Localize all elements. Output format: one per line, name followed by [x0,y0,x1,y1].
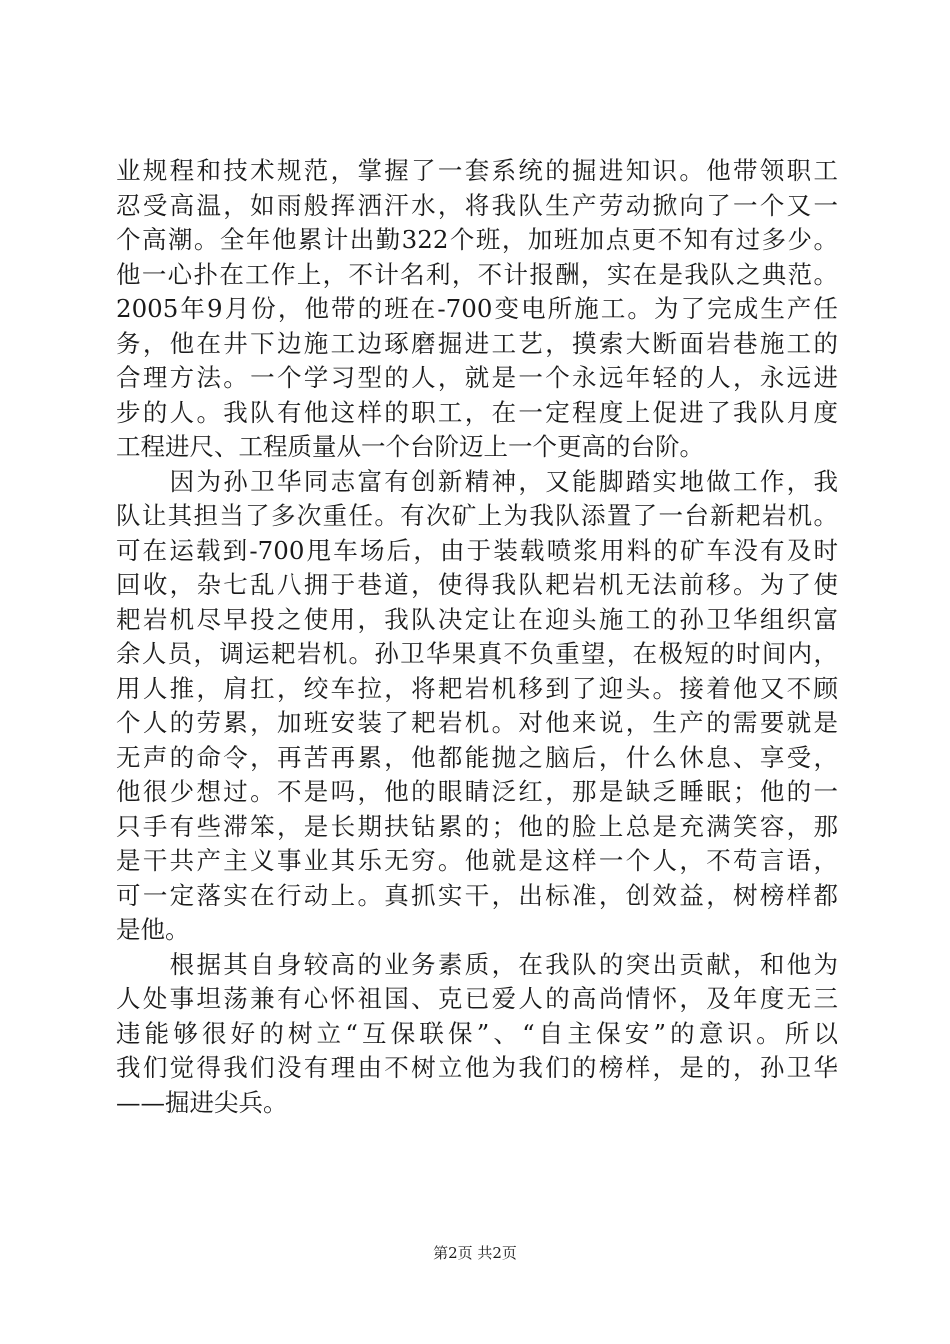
text-line: 人处事坦荡兼有心怀祖国、克已爱人的高尚情怀，及年度无三 [116,984,838,1013]
text-line: 无声的命令，再苦再累，他都能抛之脑后，什么休息、享受， [116,742,838,772]
text-line: 他一心扑在工作上，不计名利，不计报酬，实在是我队之典范。 [116,259,838,289]
text-line: 务，他在井下边施工边琢磨掘进工艺，摸索大断面岩巷施工的 [116,328,838,358]
text-line: 忍受高温，如雨般挥洒汗水，将我队生产劳动掀向了一个又一 [116,190,838,220]
text-line: 违能够很好的树立“互保联保”、“自主保安”的意识。所以 [116,1018,838,1048]
text-line: 我们觉得我们没有理由不树立他为我们的榜样，是的，孙卫华 [116,1053,838,1082]
page-footer: 第2页 共2页 [433,1244,517,1262]
text-line: 只手有些滞笨，是长期扶钻累的；他的脸上总是充满笑容，那 [116,811,838,841]
text-line: 回收，杂七乱八拥于巷道，使得我队耙岩机无法前移。为了使 [116,570,838,599]
text-line: 业规程和技术规范，掌握了一套系统的掘进知识。他带领职工 [116,156,838,185]
text-line: 用人推，肩扛，绞车拉，将耙岩机移到了迎头。接着他又不顾 [116,673,838,703]
text-line: 步的人。我队有他这样的职工，在一定程度上促进了我队月度 [116,397,838,427]
text-line: 2005年9月份，他带的班在-700变电所施工。为了完成生产任 [116,294,838,323]
text-line: 可在运载到-700甩车场后，由于装载喷浆用料的矿车没有及时 [116,535,838,565]
text-line: 个高潮。全年他累计出勤322个班，加班加点更不知有过多少。 [116,225,838,254]
text-line: 个人的劳累，加班安装了耙岩机。对他来说，生产的需要就是 [116,708,838,737]
text-line: 工程进尺、工程质量从一个台阶迈上一个更高的台阶。 [116,432,704,461]
body-text [116,154,838,1120]
text-line: 可一定落实在行动上。真抓实干，出标准，创效益，树榜样都 [116,880,838,910]
text-line: ——掘进尖兵。 [116,1087,288,1117]
text-line: 是干共产主义事业其乐无穷。他就是这样一个人，不苟言语， [116,846,838,875]
text-line: 队让其担当了多次重任。有次矿上为我队添置了一台新耙岩机。 [116,501,838,530]
text-line: 耙岩机尽早投之使用，我队决定让在迎头施工的孙卫华组织富 [116,604,838,634]
text-line: 他很少想过。不是吗，他的眼睛泛红，那是缺乏睡眠；他的一 [116,777,838,806]
text-line: 合理方法。一个学习型的人，就是一个永远年轻的人，永远进 [116,363,838,392]
text-line: 根据其自身较高的业务素质，在我队的突出贡献，和他为 [116,949,838,979]
text-line: 余人员，调运耙岩机。孙卫华果真不负重望，在极短的时间内， [116,639,838,668]
text-line: 因为孙卫华同志富有创新精神，又能脚踏实地做工作，我 [116,466,838,496]
text-line: 是他。 [116,915,190,944]
